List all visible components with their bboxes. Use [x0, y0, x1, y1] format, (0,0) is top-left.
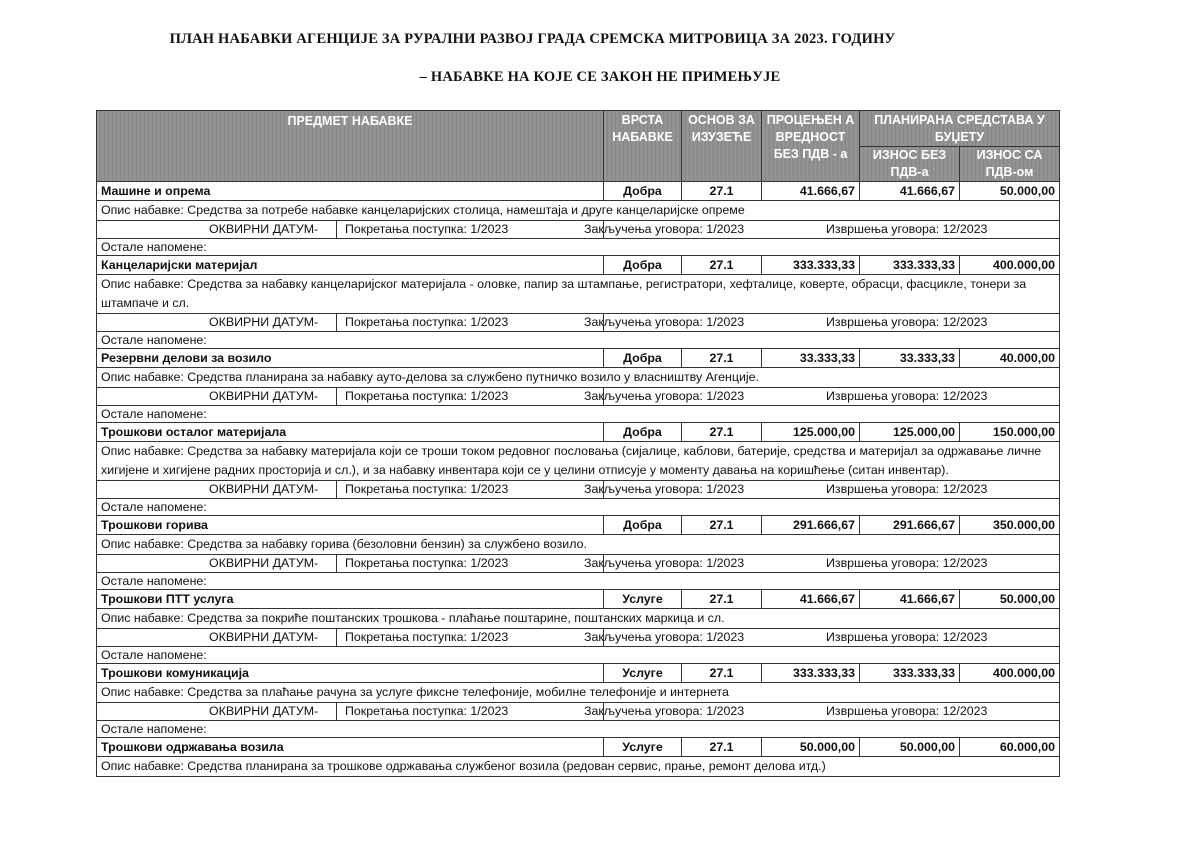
item-name: Трошкови комуникација — [97, 664, 604, 683]
contract-signed-date: Закључења уговора: 1/2023 — [584, 315, 745, 329]
description-row — [97, 201, 1060, 221]
item-basis: 27.1 — [682, 664, 762, 683]
header-subject: ПРЕДМЕТ НАБАВКЕ — [97, 111, 604, 182]
description-row — [97, 442, 1060, 481]
item-amount-without-vat: 33.333,33 — [860, 349, 960, 368]
framework-date-label: ОКВИРНИ ДАТУМ- — [209, 222, 319, 236]
contract-signed-date: Закључења уговора: 1/2023 — [584, 556, 745, 570]
item-row — [97, 664, 1060, 683]
initiation-date: Покретања поступка: 1/2023 — [345, 482, 509, 496]
item-amount-with-vat: 50.000,00 — [960, 182, 1060, 201]
item-amount-with-vat: 400.000,00 — [960, 256, 1060, 275]
item-type: Услуге — [604, 590, 682, 609]
contract-dates-cell — [584, 555, 1060, 573]
description-row — [97, 535, 1060, 555]
contract-executed-date: Извршења уговора: 12/2023 — [826, 222, 988, 236]
other-notes: Остале напомене: — [97, 239, 1060, 256]
description-row — [97, 683, 1060, 703]
item-description: Опис набавке: Средства за плаћање рачуна за услуге фиксне телефоније, мобилне телефоније и интернета — [97, 683, 1060, 703]
item-row — [97, 256, 1060, 275]
contract-dates-cell — [584, 221, 1060, 239]
item-type: Услуге — [604, 738, 682, 757]
contract-executed-date: Извршења уговора: 12/2023 — [826, 630, 988, 644]
document-title: ПЛАН НАБАВКИ АГЕНЦИЈЕ ЗА РУРАЛНИ РАЗВОЈ ГРАДА СРЕМСКА МИТРОВИЦА ЗА 2023. ГОДИНУ — [169, 31, 896, 47]
other-notes: Остале напомене: — [97, 406, 1060, 423]
initiation-date: Покретања поступка: 1/2023 — [345, 556, 509, 570]
item-estimate: 291.666,67 — [762, 516, 860, 535]
item-basis: 27.1 — [682, 590, 762, 609]
header-type: ВРСТА НАБАВКЕ — [604, 111, 682, 182]
date-divider — [336, 629, 337, 646]
header-planned-funds: ПЛАНИРАНА СРЕДСТАВА У БУЏЕТУ — [860, 111, 1060, 147]
other-notes: Остале напомене: — [97, 332, 1060, 349]
item-amount-with-vat: 40.000,00 — [960, 349, 1060, 368]
item-estimate: 41.666,67 — [762, 182, 860, 201]
item-name: Трошкови горива — [97, 516, 604, 535]
item-type: Добра — [604, 256, 682, 275]
framework-date-label: ОКВИРНИ ДАТУМ- — [209, 482, 319, 496]
item-amount-without-vat: 333.333,33 — [860, 256, 960, 275]
item-type: Добра — [604, 423, 682, 442]
item-row — [97, 349, 1060, 368]
item-estimate: 333.333,33 — [762, 256, 860, 275]
framework-dates-row — [97, 555, 1060, 573]
framework-dates-cell — [97, 629, 604, 647]
contract-signed-date: Закључења уговора: 1/2023 — [584, 704, 745, 718]
notes-row — [97, 499, 1060, 516]
item-amount-without-vat: 50.000,00 — [860, 738, 960, 757]
framework-dates-row — [97, 481, 1060, 499]
item-basis: 27.1 — [682, 256, 762, 275]
contract-executed-date: Извршења уговора: 12/2023 — [826, 315, 988, 329]
contract-dates-cell — [584, 314, 1060, 332]
contract-signed-date: Закључења уговора: 1/2023 — [584, 482, 745, 496]
date-divider — [336, 314, 337, 331]
description-row — [97, 609, 1060, 629]
initiation-date: Покретања поступка: 1/2023 — [345, 630, 509, 644]
item-name: Резервни делови за возило — [97, 349, 604, 368]
contract-executed-date: Извршења уговора: 12/2023 — [826, 704, 988, 718]
other-notes: Остале напомене: — [97, 573, 1060, 590]
framework-date-label: ОКВИРНИ ДАТУМ- — [209, 630, 319, 644]
framework-dates-cell — [97, 555, 604, 573]
procurement-plan-table — [96, 110, 1060, 777]
item-name: Трошкови одржавања возила — [97, 738, 604, 757]
notes-row — [97, 573, 1060, 590]
item-description: Опис набавке: Средства за набавку канцеларијског материјала - оловке, папир за штампање, регистратори, хефталице, коверте, обрасци, фасцикле, тонери за штампаче и сл. — [97, 275, 1060, 314]
item-name: Трошкови осталог материјала — [97, 423, 604, 442]
framework-dates-row — [97, 703, 1060, 721]
notes-row — [97, 239, 1060, 256]
item-amount-without-vat: 41.666,67 — [860, 182, 960, 201]
item-amount-without-vat: 291.666,67 — [860, 516, 960, 535]
contract-executed-date: Извршења уговора: 12/2023 — [826, 482, 988, 496]
framework-date-label: ОКВИРНИ ДАТУМ- — [209, 315, 319, 329]
item-amount-with-vat: 60.000,00 — [960, 738, 1060, 757]
item-amount-with-vat: 50.000,00 — [960, 590, 1060, 609]
framework-dates-cell — [97, 703, 604, 721]
other-notes: Остале напомене: — [97, 647, 1060, 664]
framework-dates-cell — [97, 481, 604, 499]
item-basis: 27.1 — [682, 182, 762, 201]
contract-dates-cell — [584, 388, 1060, 406]
item-row — [97, 423, 1060, 442]
item-basis: 27.1 — [682, 738, 762, 757]
item-row — [97, 182, 1060, 201]
framework-dates-cell — [97, 388, 604, 406]
framework-date-label: ОКВИРНИ ДАТУМ- — [209, 389, 319, 403]
item-row — [97, 590, 1060, 609]
item-basis: 27.1 — [682, 349, 762, 368]
item-amount-with-vat: 150.000,00 — [960, 423, 1060, 442]
description-row — [97, 757, 1060, 777]
date-divider — [336, 221, 337, 238]
description-row — [97, 275, 1060, 314]
initiation-date: Покретања поступка: 1/2023 — [345, 704, 509, 718]
framework-dates-cell — [97, 221, 604, 239]
item-description: Опис набавке: Средства планирана за набавку ауто-делова за службено путничко возило у власништву Агенције. — [97, 368, 1060, 388]
other-notes: Остале напомене: — [97, 499, 1060, 516]
item-basis: 27.1 — [682, 423, 762, 442]
item-estimate: 333.333,33 — [762, 664, 860, 683]
item-amount-with-vat: 350.000,00 — [960, 516, 1060, 535]
contract-signed-date: Закључења уговора: 1/2023 — [584, 222, 745, 236]
contract-dates-cell — [584, 481, 1060, 499]
framework-dates-row — [97, 314, 1060, 332]
item-estimate: 33.333,33 — [762, 349, 860, 368]
initiation-date: Покретања поступка: 1/2023 — [345, 222, 509, 236]
other-notes: Остале напомене: — [97, 721, 1060, 738]
contract-dates-cell — [584, 629, 1060, 647]
framework-date-label: ОКВИРНИ ДАТУМ- — [209, 704, 319, 718]
notes-row — [97, 647, 1060, 664]
item-type: Добра — [604, 349, 682, 368]
item-name: Трошкови ПТТ услуга — [97, 590, 604, 609]
framework-dates-cell — [97, 314, 604, 332]
header-estimate: ПРОЦЕЊЕН А ВРЕДНОСТ БЕЗ ПДВ - а — [762, 111, 860, 182]
framework-dates-row — [97, 388, 1060, 406]
item-description: Опис набавке: Средства за набавку горива (безоловни бензин) за службено возило. — [97, 535, 1060, 555]
description-row — [97, 368, 1060, 388]
item-basis: 27.1 — [682, 516, 762, 535]
date-divider — [336, 703, 337, 720]
item-name: Машине и опрема — [97, 182, 604, 201]
date-divider — [336, 555, 337, 572]
notes-row — [97, 332, 1060, 349]
item-description: Опис набавке: Средства за набавку материјала који се троши током редовног пословања (сијалице, каблови, батерије, средства и материјал за одржавање личне хигијене и хигијене радних просторија и сл.), и за набавку инвентара који се у целини отписује у моменту давања на коришћење (ситан инвентар). — [97, 442, 1060, 481]
item-estimate: 41.666,67 — [762, 590, 860, 609]
item-row — [97, 516, 1060, 535]
plan-body — [97, 182, 1060, 777]
item-row — [97, 738, 1060, 757]
contract-executed-date: Извршења уговора: 12/2023 — [826, 389, 988, 403]
initiation-date: Покретања поступка: 1/2023 — [345, 389, 509, 403]
date-divider — [336, 481, 337, 498]
notes-row — [97, 721, 1060, 738]
contract-signed-date: Закључења уговора: 1/2023 — [584, 630, 745, 644]
framework-dates-row — [97, 629, 1060, 647]
header-basis: ОСНОВ ЗА ИЗУЗЕЋЕ — [682, 111, 762, 182]
item-amount-without-vat: 333.333,33 — [860, 664, 960, 683]
contract-dates-cell — [584, 703, 1060, 721]
item-estimate: 50.000,00 — [762, 738, 860, 757]
item-amount-with-vat: 400.000,00 — [960, 664, 1060, 683]
header-amount-without-vat: ИЗНОС БЕЗ ПДВ-а — [860, 147, 960, 182]
date-divider — [336, 388, 337, 405]
notes-row — [97, 406, 1060, 423]
item-amount-without-vat: 41.666,67 — [860, 590, 960, 609]
initiation-date: Покретања поступка: 1/2023 — [345, 315, 509, 329]
item-estimate: 125.000,00 — [762, 423, 860, 442]
item-description: Опис набавке: Средства за покриће поштанских трошкова - плаћање поштарине, поштанских маркица и сл. — [97, 609, 1060, 629]
framework-date-label: ОКВИРНИ ДАТУМ- — [209, 556, 319, 570]
item-amount-without-vat: 125.000,00 — [860, 423, 960, 442]
framework-dates-row — [97, 221, 1060, 239]
item-description: Опис набавке: Средства за потребе набавке канцеларијских столица, намештаја и друге канцеларијске опреме — [97, 201, 1060, 221]
document-subtitle: – НАБАВКЕ НА КОЈЕ СЕ ЗАКОН НЕ ПРИМЕЊУЈЕ — [419, 69, 781, 85]
header-amount-with-vat: ИЗНОС СА ПДВ-ом — [960, 147, 1060, 182]
item-type: Добра — [604, 182, 682, 201]
item-description: Опис набавке: Средства планирана за трошкове одржавања службеног возила (редован сервис, прање, ремонт делова итд.) — [97, 757, 1060, 777]
contract-signed-date: Закључења уговора: 1/2023 — [584, 389, 745, 403]
item-name: Канцеларијски материјал — [97, 256, 604, 275]
item-type: Услуге — [604, 664, 682, 683]
item-type: Добра — [604, 516, 682, 535]
contract-executed-date: Извршења уговора: 12/2023 — [826, 556, 988, 570]
